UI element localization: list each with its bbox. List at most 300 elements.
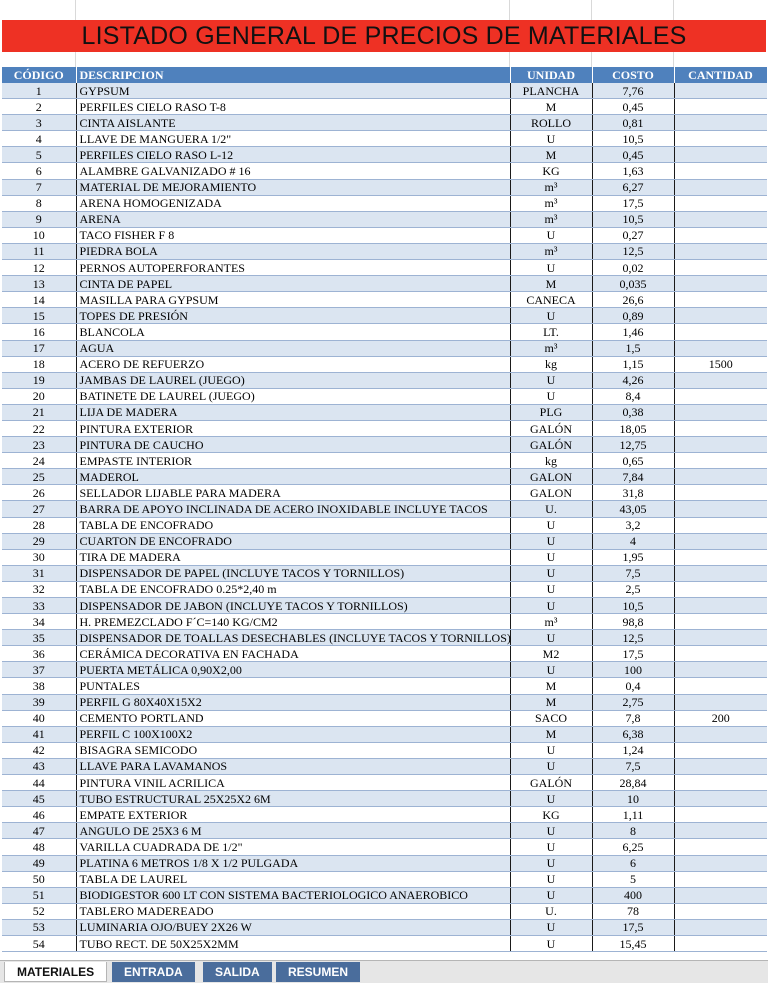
cell-codigo[interactable]: 44: [2, 775, 76, 791]
cell-cantidad[interactable]: [674, 260, 767, 276]
cell-codigo[interactable]: 36: [2, 646, 76, 662]
cell-costo[interactable]: 7,76: [592, 83, 674, 99]
cell-descripcion[interactable]: CERÁMICA DECORATIVA EN FACHADA: [76, 646, 510, 662]
cell-costo[interactable]: 0,27: [592, 227, 674, 243]
cell-codigo[interactable]: 38: [2, 678, 76, 694]
cell-costo[interactable]: 10: [592, 791, 674, 807]
cell-cantidad[interactable]: [674, 549, 767, 565]
cell-codigo[interactable]: 3: [2, 115, 76, 131]
cell-descripcion[interactable]: TABLERO MADEREADO: [76, 903, 510, 919]
cell-unidad[interactable]: U: [510, 871, 592, 887]
header-descripcion[interactable]: DESCRIPCION: [76, 67, 510, 83]
cell-cantidad[interactable]: [674, 179, 767, 195]
cell-unidad[interactable]: GALÓN: [510, 775, 592, 791]
cell-costo[interactable]: 400: [592, 887, 674, 903]
cell-unidad[interactable]: m³: [510, 614, 592, 630]
cell-cantidad[interactable]: [674, 437, 767, 453]
cell-costo[interactable]: 1,15: [592, 356, 674, 372]
cell-cantidad[interactable]: [674, 742, 767, 758]
table-row: [2, 115, 767, 131]
cell-codigo[interactable]: 34: [2, 614, 76, 630]
cell-cantidad[interactable]: [674, 871, 767, 887]
cell-costo[interactable]: 0,4: [592, 678, 674, 694]
cell-descripcion[interactable]: TABLA DE LAUREL: [76, 871, 510, 887]
cell-costo[interactable]: 4,26: [592, 372, 674, 388]
cell-unidad[interactable]: U: [510, 517, 592, 533]
cell-codigo[interactable]: 17: [2, 340, 76, 356]
cell-unidad[interactable]: U: [510, 308, 592, 324]
cell-codigo[interactable]: 41: [2, 726, 76, 742]
cell-unidad[interactable]: M: [510, 99, 592, 115]
cell-codigo[interactable]: 1: [2, 83, 76, 99]
cell-codigo[interactable]: 5: [2, 147, 76, 163]
tab-salida[interactable]: SALIDA: [203, 962, 272, 982]
cell-unidad[interactable]: U: [510, 533, 592, 549]
cell-codigo[interactable]: 50: [2, 871, 76, 887]
cell-descripcion[interactable]: CEMENTO PORTLAND: [76, 710, 510, 726]
cell-costo[interactable]: 10,5: [592, 131, 674, 147]
cell-unidad[interactable]: CANECA: [510, 292, 592, 308]
cell-cantidad[interactable]: [674, 276, 767, 292]
cell-unidad[interactable]: GALÓN: [510, 437, 592, 453]
cell-costo[interactable]: 3,2: [592, 517, 674, 533]
cell-cantidad[interactable]: [674, 163, 767, 179]
cell-cantidad[interactable]: [674, 791, 767, 807]
cell-descripcion[interactable]: MADEROL: [76, 469, 510, 485]
cell-unidad[interactable]: GALON: [510, 485, 592, 501]
cell-descripcion[interactable]: PUERTA METÁLICA 0,90X2,00: [76, 662, 510, 678]
sheet-title[interactable]: LISTADO GENERAL DE PRECIOS DE MATERIALES: [2, 20, 766, 52]
cell-unidad[interactable]: U: [510, 565, 592, 581]
cell-descripcion[interactable]: LUMINARIA OJO/BUEY 2X26 W: [76, 919, 510, 935]
cell-codigo[interactable]: 35: [2, 630, 76, 646]
table-row: [2, 807, 767, 823]
cell-codigo[interactable]: 40: [2, 710, 76, 726]
cell-costo[interactable]: 8: [592, 823, 674, 839]
cell-codigo[interactable]: 15: [2, 308, 76, 324]
cell-descripcion[interactable]: TABLA DE ENCOFRADO: [76, 517, 510, 533]
cell-costo[interactable]: 100: [592, 662, 674, 678]
cell-descripcion[interactable]: PERNOS AUTOPERFORANTES: [76, 260, 510, 276]
cell-unidad[interactable]: kg: [510, 453, 592, 469]
cell-costo[interactable]: 12,5: [592, 243, 674, 259]
cell-costo[interactable]: 6: [592, 855, 674, 871]
cell-cantidad[interactable]: [674, 211, 767, 227]
cell-costo[interactable]: 6,25: [592, 839, 674, 855]
cell-unidad[interactable]: ROLLO: [510, 115, 592, 131]
cell-costo[interactable]: 7,8: [592, 710, 674, 726]
cell-costo[interactable]: 1,95: [592, 549, 674, 565]
cell-unidad[interactable]: U: [510, 372, 592, 388]
table-header-row: [2, 67, 767, 83]
cell-descripcion[interactable]: ALAMBRE GALVANIZADO # 16: [76, 163, 510, 179]
cell-codigo[interactable]: 31: [2, 565, 76, 581]
table-body: [2, 83, 767, 952]
cell-codigo[interactable]: 42: [2, 742, 76, 758]
cell-descripcion[interactable]: PERFIL C 100X100X2: [76, 726, 510, 742]
cell-codigo[interactable]: 43: [2, 758, 76, 774]
cell-cantidad[interactable]: [674, 823, 767, 839]
cell-descripcion[interactable]: TUBO RECT. DE 50X25X2MM: [76, 935, 510, 951]
cell-codigo[interactable]: 37: [2, 662, 76, 678]
cell-costo[interactable]: 0,02: [592, 260, 674, 276]
cell-descripcion[interactable]: PERFIL G 80X40X15X2: [76, 694, 510, 710]
cell-descripcion[interactable]: TABLA DE ENCOFRADO 0.25*2,40 m: [76, 581, 510, 597]
cell-codigo[interactable]: 10: [2, 227, 76, 243]
cell-codigo[interactable]: 8: [2, 195, 76, 211]
cell-cantidad[interactable]: [674, 758, 767, 774]
cell-cantidad[interactable]: [674, 501, 767, 517]
cell-codigo[interactable]: 33: [2, 598, 76, 614]
cell-descripcion[interactable]: ARENA HOMOGENIZADA: [76, 195, 510, 211]
cell-descripcion[interactable]: PIEDRA BOLA: [76, 243, 510, 259]
cell-unidad[interactable]: PLANCHA: [510, 83, 592, 99]
cell-descripcion[interactable]: BARRA DE APOYO INCLINADA DE ACERO INOXIDABLE INCLUYE TACOS: [76, 501, 510, 517]
cell-codigo[interactable]: 21: [2, 404, 76, 420]
cell-unidad[interactable]: U: [510, 758, 592, 774]
cell-cantidad[interactable]: [674, 935, 767, 951]
cell-cantidad[interactable]: [674, 775, 767, 791]
cell-codigo[interactable]: 23: [2, 437, 76, 453]
cell-cantidad[interactable]: [674, 83, 767, 99]
cell-descripcion[interactable]: H. PREMEZCLADO F´C=140 KG/CM2: [76, 614, 510, 630]
table-row: [2, 662, 767, 678]
cell-codigo[interactable]: 13: [2, 276, 76, 292]
cell-unidad[interactable]: U: [510, 839, 592, 855]
cell-descripcion[interactable]: SELLADOR LIJABLE PARA MADERA: [76, 485, 510, 501]
cell-descripcion[interactable]: TACO FISHER F 8: [76, 227, 510, 243]
grid-cell[interactable]: [510, 52, 592, 67]
cell-costo[interactable]: 78: [592, 903, 674, 919]
cell-costo[interactable]: 0,65: [592, 453, 674, 469]
cell-codigo[interactable]: 7: [2, 179, 76, 195]
grid-cell[interactable]: [592, 0, 674, 20]
cell-descripcion[interactable]: TOPES DE PRESIÓN: [76, 308, 510, 324]
cell-cantidad[interactable]: [674, 855, 767, 871]
cell-unidad[interactable]: M: [510, 678, 592, 694]
cell-unidad[interactable]: m³: [510, 340, 592, 356]
cell-costo[interactable]: 1,5: [592, 340, 674, 356]
cell-unidad[interactable]: M2: [510, 646, 592, 662]
cell-cantidad[interactable]: [674, 919, 767, 935]
cell-cantidad[interactable]: [674, 292, 767, 308]
cell-costo[interactable]: 5: [592, 871, 674, 887]
cell-cantidad[interactable]: [674, 903, 767, 919]
cell-unidad[interactable]: U: [510, 823, 592, 839]
cell-costo[interactable]: 2,75: [592, 694, 674, 710]
cell-unidad[interactable]: LT.: [510, 324, 592, 340]
cell-cantidad[interactable]: [674, 340, 767, 356]
cell-cantidad[interactable]: 200: [674, 710, 767, 726]
cell-unidad[interactable]: KG: [510, 163, 592, 179]
cell-costo[interactable]: 0,38: [592, 404, 674, 420]
cell-descripcion[interactable]: LLAVE PARA LAVAMANOS: [76, 758, 510, 774]
cell-descripcion[interactable]: PLATINA 6 METROS 1/8 X 1/2 PULGADA: [76, 855, 510, 871]
cell-costo[interactable]: 43,05: [592, 501, 674, 517]
cell-codigo[interactable]: 54: [2, 935, 76, 951]
cell-cantidad[interactable]: [674, 839, 767, 855]
cell-costo[interactable]: 17,5: [592, 919, 674, 935]
cell-costo[interactable]: 10,5: [592, 211, 674, 227]
cell-costo[interactable]: 1,63: [592, 163, 674, 179]
cell-codigo[interactable]: 19: [2, 372, 76, 388]
cell-codigo[interactable]: 22: [2, 420, 76, 436]
cell-cantidad[interactable]: [674, 308, 767, 324]
cell-cantidad[interactable]: 1500: [674, 356, 767, 372]
cell-codigo[interactable]: 53: [2, 919, 76, 935]
cell-cantidad[interactable]: [674, 485, 767, 501]
cell-unidad[interactable]: M: [510, 726, 592, 742]
cell-codigo[interactable]: 48: [2, 839, 76, 855]
cell-costo[interactable]: 26,6: [592, 292, 674, 308]
cell-costo[interactable]: 0,035: [592, 276, 674, 292]
header-cantidad[interactable]: CANTIDAD: [674, 67, 767, 83]
cell-unidad[interactable]: kg: [510, 356, 592, 372]
cell-costo[interactable]: 7,84: [592, 469, 674, 485]
cell-unidad[interactable]: M: [510, 276, 592, 292]
cell-codigo[interactable]: 18: [2, 356, 76, 372]
cell-costo[interactable]: 12,75: [592, 437, 674, 453]
cell-costo[interactable]: 31,8: [592, 485, 674, 501]
cell-unidad[interactable]: M: [510, 147, 592, 163]
cell-unidad[interactable]: U: [510, 581, 592, 597]
cell-cantidad[interactable]: [674, 726, 767, 742]
cell-costo[interactable]: 1,11: [592, 807, 674, 823]
grid-cell[interactable]: [0, 0, 76, 20]
cell-codigo[interactable]: 4: [2, 131, 76, 147]
grid-cell[interactable]: [592, 52, 674, 67]
grid-cell[interactable]: [76, 0, 510, 20]
cell-cantidad[interactable]: [674, 99, 767, 115]
cell-codigo[interactable]: 9: [2, 211, 76, 227]
table-row: [2, 565, 767, 581]
cell-descripcion[interactable]: CINTA DE PAPEL: [76, 276, 510, 292]
cell-costo[interactable]: 17,5: [592, 195, 674, 211]
cell-unidad[interactable]: U: [510, 791, 592, 807]
cell-descripcion[interactable]: EMPATE EXTERIOR: [76, 807, 510, 823]
table-row: [2, 775, 767, 791]
cell-codigo[interactable]: 32: [2, 581, 76, 597]
cell-costo[interactable]: 0,89: [592, 308, 674, 324]
cell-descripcion[interactable]: DISPENSADOR DE JABON (INCLUYE TACOS Y TORNILLOS): [76, 598, 510, 614]
cell-descripcion[interactable]: CUARTON DE ENCOFRADO: [76, 533, 510, 549]
cell-descripcion[interactable]: EMPASTE INTERIOR: [76, 453, 510, 469]
cell-descripcion[interactable]: LIJA DE MADERA: [76, 404, 510, 420]
cell-cantidad[interactable]: [674, 195, 767, 211]
cell-cantidad[interactable]: [674, 533, 767, 549]
cell-unidad[interactable]: M: [510, 694, 592, 710]
cell-cantidad[interactable]: [674, 453, 767, 469]
cell-codigo[interactable]: 47: [2, 823, 76, 839]
cell-cantidad[interactable]: [674, 388, 767, 404]
cell-unidad[interactable]: U.: [510, 501, 592, 517]
cell-descripcion[interactable]: ACERO DE REFUERZO: [76, 356, 510, 372]
cell-cantidad[interactable]: [674, 662, 767, 678]
cell-costo[interactable]: 6,27: [592, 179, 674, 195]
cell-unidad[interactable]: m³: [510, 243, 592, 259]
cell-costo[interactable]: 0,81: [592, 115, 674, 131]
cell-descripcion[interactable]: ANGULO DE 25X3 6 M: [76, 823, 510, 839]
cell-descripcion[interactable]: PINTURA DE CAUCHO: [76, 437, 510, 453]
cell-codigo[interactable]: 6: [2, 163, 76, 179]
cell-descripcion[interactable]: VARILLA CUADRADA DE 1/2": [76, 839, 510, 855]
cell-descripcion[interactable]: MASILLA PARA GYPSUM: [76, 292, 510, 308]
cell-unidad[interactable]: U: [510, 630, 592, 646]
cell-codigo[interactable]: 27: [2, 501, 76, 517]
cell-cantidad[interactable]: [674, 678, 767, 694]
cell-costo[interactable]: 0,45: [592, 147, 674, 163]
cell-cantidad[interactable]: [674, 614, 767, 630]
cell-cantidad[interactable]: [674, 517, 767, 533]
cell-costo[interactable]: 18,05: [592, 420, 674, 436]
cell-descripcion[interactable]: PINTURA VINIL ACRILICA: [76, 775, 510, 791]
cell-costo[interactable]: 1,46: [592, 324, 674, 340]
empty-top-row[interactable]: [0, 0, 768, 20]
cell-descripcion[interactable]: CINTA AISLANTE: [76, 115, 510, 131]
cell-unidad[interactable]: m³: [510, 179, 592, 195]
cell-descripcion[interactable]: AGUA: [76, 340, 510, 356]
cell-cantidad[interactable]: [674, 887, 767, 903]
table-row: [2, 823, 767, 839]
cell-descripcion[interactable]: PUNTALES: [76, 678, 510, 694]
cell-codigo[interactable]: 30: [2, 549, 76, 565]
cell-descripcion[interactable]: TIRA DE MADERA: [76, 549, 510, 565]
cell-cantidad[interactable]: [674, 115, 767, 131]
cell-costo[interactable]: 10,5: [592, 598, 674, 614]
cell-unidad[interactable]: PLG: [510, 404, 592, 420]
cell-unidad[interactable]: U: [510, 887, 592, 903]
grid-cell[interactable]: [510, 0, 592, 20]
cell-descripcion[interactable]: PERFILES CIELO RASO T-8: [76, 99, 510, 115]
cell-unidad[interactable]: U: [510, 227, 592, 243]
header-unidad[interactable]: UNIDAD: [510, 67, 592, 83]
tab-materiales[interactable]: MATERIALES: [4, 962, 107, 982]
cell-cantidad[interactable]: [674, 807, 767, 823]
cell-descripcion[interactable]: DISPENSADOR DE PAPEL (INCLUYE TACOS Y TORNILLOS): [76, 565, 510, 581]
cell-codigo[interactable]: 16: [2, 324, 76, 340]
cell-codigo[interactable]: 52: [2, 903, 76, 919]
cell-codigo[interactable]: 24: [2, 453, 76, 469]
cell-cantidad[interactable]: [674, 420, 767, 436]
cell-descripcion[interactable]: LLAVE DE MANGUERA 1/2": [76, 131, 510, 147]
cell-costo[interactable]: 4: [592, 533, 674, 549]
tab-entrada[interactable]: ENTRADA: [112, 962, 195, 982]
cell-unidad[interactable]: GALÓN: [510, 420, 592, 436]
grid-cell[interactable]: [0, 52, 76, 67]
cell-codigo[interactable]: 45: [2, 791, 76, 807]
cell-descripcion[interactable]: BIODIGESTOR 600 LT CON SISTEMA BACTERIOLOGICO ANAEROBICO: [76, 887, 510, 903]
cell-codigo[interactable]: 46: [2, 807, 76, 823]
cell-descripcion[interactable]: TUBO ESTRUCTURAL 25X25X2 6M: [76, 791, 510, 807]
cell-costo[interactable]: 15,45: [592, 935, 674, 951]
cell-descripcion[interactable]: BISAGRA SEMICODO: [76, 742, 510, 758]
grid-cell[interactable]: [76, 52, 510, 67]
table-row: [2, 308, 767, 324]
cell-descripcion[interactable]: PERFILES CIELO RASO L-12: [76, 147, 510, 163]
cell-costo[interactable]: 0,45: [592, 99, 674, 115]
cell-cantidad[interactable]: [674, 324, 767, 340]
cell-costo[interactable]: 2,5: [592, 581, 674, 597]
cell-cantidad[interactable]: [674, 581, 767, 597]
cell-costo[interactable]: 8,4: [592, 388, 674, 404]
cell-cantidad[interactable]: [674, 694, 767, 710]
cell-cantidad[interactable]: [674, 565, 767, 581]
cell-unidad[interactable]: U: [510, 855, 592, 871]
cell-unidad[interactable]: U: [510, 260, 592, 276]
cell-costo[interactable]: 98,8: [592, 614, 674, 630]
cell-unidad[interactable]: U: [510, 919, 592, 935]
cell-costo[interactable]: 7,5: [592, 565, 674, 581]
cell-descripcion[interactable]: PINTURA EXTERIOR: [76, 420, 510, 436]
cell-unidad[interactable]: KG: [510, 807, 592, 823]
cell-unidad[interactable]: U: [510, 662, 592, 678]
cell-descripcion[interactable]: BLANCOLA: [76, 324, 510, 340]
cell-costo[interactable]: 1,24: [592, 742, 674, 758]
cell-cantidad[interactable]: [674, 598, 767, 614]
cell-codigo[interactable]: 20: [2, 388, 76, 404]
cell-descripcion[interactable]: MATERIAL DE MEJORAMIENTO: [76, 179, 510, 195]
cell-unidad[interactable]: U: [510, 935, 592, 951]
cell-codigo[interactable]: 29: [2, 533, 76, 549]
cell-unidad[interactable]: m³: [510, 211, 592, 227]
empty-spacer-row[interactable]: [0, 52, 768, 67]
cell-cantidad[interactable]: [674, 147, 767, 163]
cell-unidad[interactable]: GALON: [510, 469, 592, 485]
cell-cantidad[interactable]: [674, 372, 767, 388]
cell-costo[interactable]: 12,5: [592, 630, 674, 646]
cell-codigo[interactable]: 11: [2, 243, 76, 259]
cell-unidad[interactable]: U: [510, 131, 592, 147]
cell-codigo[interactable]: 28: [2, 517, 76, 533]
cell-costo[interactable]: 28,84: [592, 775, 674, 791]
cell-codigo[interactable]: 12: [2, 260, 76, 276]
cell-costo[interactable]: 6,38: [592, 726, 674, 742]
cell-codigo[interactable]: 49: [2, 855, 76, 871]
cell-codigo[interactable]: 14: [2, 292, 76, 308]
cell-codigo[interactable]: 2: [2, 99, 76, 115]
tab-resumen[interactable]: RESUMEN: [276, 962, 360, 982]
cell-descripcion[interactable]: ARENA: [76, 211, 510, 227]
cell-cantidad[interactable]: [674, 131, 767, 147]
cell-unidad[interactable]: m³: [510, 195, 592, 211]
cell-unidad[interactable]: U: [510, 549, 592, 565]
cell-cantidad[interactable]: [674, 469, 767, 485]
cell-unidad[interactable]: U.: [510, 903, 592, 919]
cell-cantidad[interactable]: [674, 630, 767, 646]
cell-codigo[interactable]: 39: [2, 694, 76, 710]
materials-table: [2, 67, 768, 952]
cell-cantidad[interactable]: [674, 227, 767, 243]
cell-descripcion[interactable]: BATINETE DE LAUREL (JUEGO): [76, 388, 510, 404]
cell-descripcion[interactable]: GYPSUM: [76, 83, 510, 99]
cell-descripcion[interactable]: DISPENSADOR DE TOALLAS DESECHABLES (INCLUYE TACOS Y TORNILLOS): [76, 630, 510, 646]
cell-costo[interactable]: 17,5: [592, 646, 674, 662]
cell-unidad[interactable]: SACO: [510, 710, 592, 726]
cell-codigo[interactable]: 51: [2, 887, 76, 903]
header-codigo[interactable]: CÓDIGO: [2, 67, 76, 83]
cell-cantidad[interactable]: [674, 404, 767, 420]
cell-costo[interactable]: 7,5: [592, 758, 674, 774]
cell-unidad[interactable]: U: [510, 742, 592, 758]
cell-codigo[interactable]: 26: [2, 485, 76, 501]
cell-descripcion[interactable]: JAMBAS DE LAUREL (JUEGO): [76, 372, 510, 388]
cell-cantidad[interactable]: [674, 646, 767, 662]
header-costo[interactable]: COSTO: [592, 67, 674, 83]
cell-cantidad[interactable]: [674, 243, 767, 259]
cell-unidad[interactable]: U: [510, 598, 592, 614]
cell-codigo[interactable]: 25: [2, 469, 76, 485]
cell-unidad[interactable]: U: [510, 388, 592, 404]
